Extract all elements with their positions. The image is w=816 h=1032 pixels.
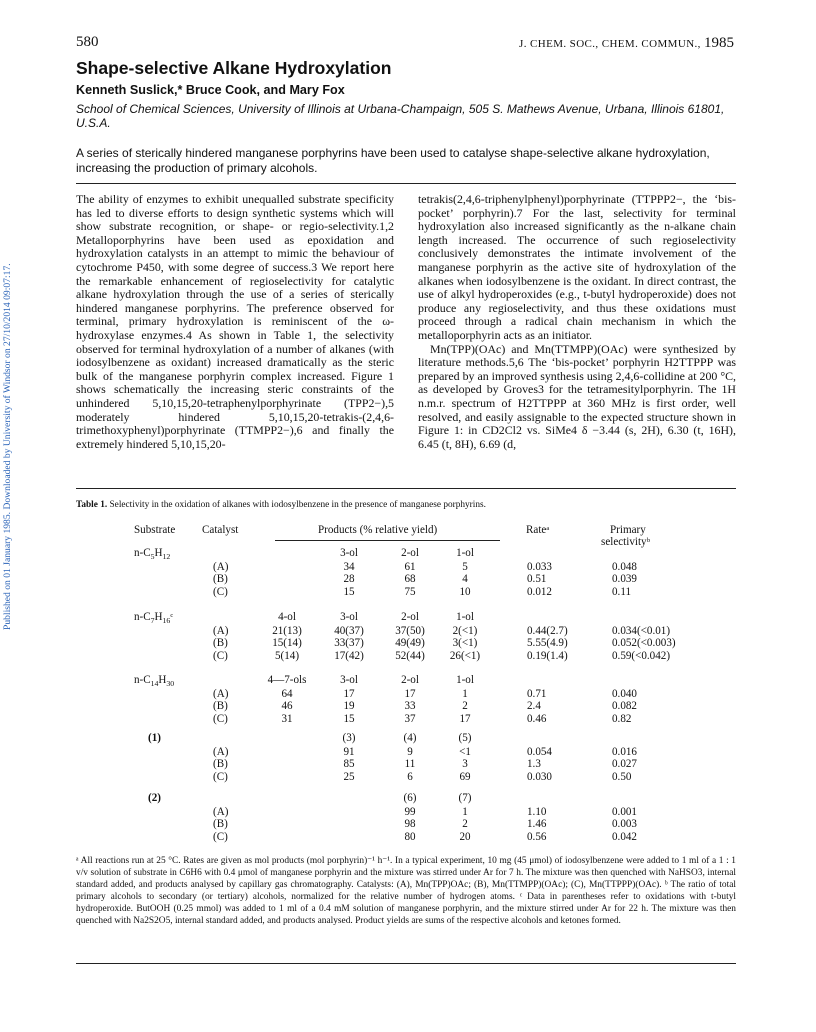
product-column-header: 3-ol bbox=[340, 674, 358, 686]
catalyst-label: (A) bbox=[213, 625, 229, 637]
yield-cell: 69 bbox=[459, 770, 471, 783]
yield-cell: 80 bbox=[404, 830, 416, 843]
rate-cell: 0.19(1.4) bbox=[527, 649, 568, 662]
yield-cell: 98 bbox=[404, 818, 416, 831]
yield-cell: 31 bbox=[281, 712, 293, 725]
product-column-header: 1-ol bbox=[456, 611, 474, 623]
yield-cell: 34 bbox=[343, 561, 355, 573]
selectivity-cell: 0.027 bbox=[612, 758, 637, 771]
yield-cell: 6 bbox=[407, 770, 413, 783]
yield-cell: 91 bbox=[343, 746, 355, 758]
article-affiliation: School of Chemical Sciences, University of Illinois at Urbana-Champaign, 505 S. Mathews Avenue, Urbana, Illinois 61801, U.S.A. bbox=[76, 102, 725, 130]
product-column-header: 4-ol bbox=[278, 611, 296, 623]
yield-cell: 11 bbox=[404, 758, 416, 771]
product-column-header: (4) bbox=[403, 732, 417, 744]
yield-cell: 2 bbox=[462, 700, 468, 713]
rate-cell: 0.56 bbox=[527, 830, 547, 843]
yield-cell: 3(<1) bbox=[452, 637, 478, 650]
rate-cell: 0.033 bbox=[527, 561, 552, 573]
journal-name: J. CHEM. SOC., CHEM. COMMUN., bbox=[519, 38, 701, 50]
rate-cell: 0.46 bbox=[527, 712, 547, 725]
substrate-label: $n-C_{14}H_{30}$ bbox=[134, 674, 175, 689]
yield-cell: 99 bbox=[404, 806, 416, 818]
yield-cell: 15(14) bbox=[272, 637, 302, 650]
journal-year: 1985 bbox=[704, 35, 734, 51]
product-column-header: 4—7-ols bbox=[267, 674, 307, 686]
rate-cell: 0.030 bbox=[527, 770, 552, 783]
table-caption-text: Selectivity in the oxidation of alkanes with iodosylbenzene in the presence of manganese porphyrins. bbox=[109, 500, 486, 510]
product-column-header: 2-ol bbox=[401, 674, 419, 686]
header-products: Products (% relative yield) bbox=[318, 524, 438, 536]
yield-cell: 37(50) bbox=[395, 625, 425, 637]
article-title: Shape-selective Alkane Hydroxylation bbox=[76, 58, 392, 78]
body-paragraph: tetrakis(2,4,6-triphenylphenyl)porphyrinate (TTPPP2−, the ‘bis-pocket’ porphyrin).7 For the last, selectivity for terminal hydroxylation also increased significantly as the n-alkane chain length increased. The occurrence of such regioselectivity conclusively demonstrates the intimate involvement of the manganese porphyrin as the active site of hydroxylation of the alkanes when iodosylbenzene is the oxidant. In direct contrast, the use of alkyl hydroperoxides (e.g., t-butyl hydroperoxide) does not produce any regioselectivity, and thus these oxidations must proceed through a radical chain mechanism in which the metalloporphyrin acts as an initiator. bbox=[418, 192, 736, 342]
catalyst-label: (B) bbox=[213, 700, 228, 713]
selectivity-cell: 0.003 bbox=[612, 818, 637, 831]
selectivity-cell: 0.082 bbox=[612, 700, 637, 713]
rate-cell: 0.054 bbox=[527, 746, 552, 758]
yield-cell: 40(37) bbox=[334, 625, 364, 637]
yield-cell: 49(49) bbox=[395, 637, 425, 650]
yield-cell: 33(37) bbox=[334, 637, 364, 650]
yield-cell: 2(<1) bbox=[452, 625, 478, 637]
header-catalyst: Catalyst bbox=[202, 524, 239, 536]
yield-cell: 64 bbox=[281, 688, 293, 700]
selectivity-cell: 0.11 bbox=[612, 585, 632, 598]
yield-cell: 1 bbox=[462, 688, 468, 700]
yield-cell: 68 bbox=[404, 573, 416, 586]
yield-cell: 17(42) bbox=[334, 649, 364, 662]
catalyst-label: (B) bbox=[213, 758, 228, 771]
catalyst-label: (A) bbox=[213, 806, 229, 818]
yield-cell: 26(<1) bbox=[449, 649, 481, 662]
yield-cell: 17 bbox=[459, 712, 471, 725]
substrate-label: (1) bbox=[148, 732, 161, 744]
table-caption-label: Table 1. bbox=[76, 500, 108, 510]
yield-cell: 21(13) bbox=[272, 625, 302, 637]
product-column-header: (5) bbox=[458, 732, 472, 744]
product-column-header: 3-ol bbox=[340, 611, 358, 623]
substrate-label: $n-C_5H_{12}$ bbox=[134, 547, 171, 562]
body-paragraph: The ability of enzymes to exhibit unequalled substrate specificity has led to diverse efforts to design synthetic systems which will show substrate recognition, or shape- or regio-selectivity.1,2 Metalloporphyrins have been used as epoxidation and hydroxylation catalysts in an attempt to mimic the behaviour of cytochrome P450, with some degree of success.3 We report here the remarkable enhancement of regioselectivity for catalytic alkane hydroxylation through the use of a series of sterically hindered manganese porphyrins. The preference observed for terminal, primary hydroxylation is reminiscent of the ω-hydroxylase enzymes.4 As shown in Table 1, the selectivity observed for terminal hydroxylation of a number of alkanes (with iodosylbenzene as oxidant) increased dramatically as the steric bulk of the manganese porphyrin complex increased. Figure 1 shows schematically the increasing steric constraints of the unhindered 5,10,15,20-tetraphenylporphyrinate (TPP2−),5 moderately hindered 5,10,15,20-tetrakis-(2,4,6-trimethoxyphenyl)porphyrinate (TTMPP2−),6 and finally the extremely hindered 5,10,15,20- bbox=[76, 192, 394, 451]
selectivity-cell: 0.042 bbox=[612, 830, 637, 843]
download-watermark-text: Published on 01 January 1985. Downloaded by University of Windsor on 27/10/2014 09:07:17. bbox=[2, 263, 13, 630]
product-column-header: 3-ol bbox=[340, 547, 358, 559]
rate-cell: 1.3 bbox=[527, 758, 541, 771]
catalyst-label: (C) bbox=[213, 649, 228, 662]
product-column-header: 1-ol bbox=[456, 674, 474, 686]
product-column-header: 2-ol bbox=[401, 547, 419, 559]
selectivity-cell: 0.59(<0.042) bbox=[612, 649, 671, 662]
product-column-header: 2-ol bbox=[401, 611, 419, 623]
yield-cell: 52(44) bbox=[395, 649, 425, 662]
rate-cell: 0.012 bbox=[527, 585, 552, 598]
body-paragraph: Mn(TPP)(OAc) and Mn(TTMPP)(OAc) were synthesized by literature methods.5,6 The ‘bis-pocket’ porphyrin H2TTPPP was prepared by an improved synthesis using 2,4,6-collidine at 200 °C, as developed by Groves3 for the tetramesitylporphyrin. The 1H n.m.r. spectrum of H2TTPPP at 360 MHz is first order, well resolved, and easily assignable to the expected structure shown in Figure 1: in CD2Cl2 vs. SiMe4 δ −3.44 (s, 2H), 6.30 (t, 16H), 6.45 (t, 8H), 6.69 (d, bbox=[418, 341, 736, 451]
products-header-rule bbox=[275, 540, 500, 541]
header-rate: Rateᵃ bbox=[526, 524, 550, 536]
header-primary: Primary bbox=[610, 524, 646, 536]
yield-cell: 75 bbox=[404, 585, 416, 598]
yield-cell: 4 bbox=[462, 573, 468, 586]
catalyst-label: (C) bbox=[213, 712, 228, 725]
product-column-header: (7) bbox=[458, 792, 472, 804]
yield-cell: 15 bbox=[343, 585, 355, 598]
yield-cell: 17 bbox=[404, 688, 416, 700]
yield-cell: 28 bbox=[343, 573, 355, 586]
yield-cell: 10 bbox=[459, 585, 471, 598]
selectivity-cell: 0.82 bbox=[612, 712, 632, 725]
catalyst-label: (B) bbox=[213, 637, 228, 650]
article-abstract: A series of sterically hindered manganese porphyrins have been used to catalyse shape-selective alkane hydroxylation, increasing the production of primary alcohols. bbox=[76, 146, 710, 175]
yield-cell: 1 bbox=[462, 806, 468, 818]
selectivity-cell: 0.001 bbox=[612, 806, 637, 818]
rate-cell: 2.4 bbox=[527, 700, 541, 713]
catalyst-label: (C) bbox=[213, 830, 228, 843]
selectivity-cell: 0.040 bbox=[612, 688, 637, 700]
yield-cell: 33 bbox=[404, 700, 416, 713]
yield-cell: 3 bbox=[462, 758, 468, 771]
yield-cell: 5 bbox=[462, 561, 468, 573]
yield-cell: 61 bbox=[404, 561, 416, 573]
yield-cell: 2 bbox=[462, 818, 468, 831]
article-authors: Kenneth Suslick,* Bruce Cook, and Mary Fox bbox=[76, 83, 345, 97]
catalyst-label: (C) bbox=[213, 770, 228, 783]
catalyst-label: (B) bbox=[213, 573, 228, 586]
yield-cell: 46 bbox=[281, 700, 293, 713]
table-footnote: ᵃ All reactions run at 25 °C. Rates are given as mol products (mol porphyrin)⁻¹ h⁻¹. In a typical experiment, 10 mg (45 μmol) of iodosylbenzene were added to 1 ml of a 1 : 1 v/v solution of substrate in C6H6 with 0.4 μmol of manganese porphyrin and the mixture was stirred under Ar for 7 h. The mixture was then quenched with NaHSO3, internal standard added, and products analysed by capillary gas chromatography. Catalysts: (A), Mn(TPP)OAc; (B), Mn(TTMPP)(OAc); (C), Mn(TTPPP)(OAc). ᵇ The ratio of total primary alcohols to secondary (or tertiary) alcohols, normalized for the relative number of hydrogen atoms. ᶜ Data in parentheses refer to oxidations with t-butyl hydroperoxide. ButOOH (0.25 mmol) was added to 1 ml of a 0.4 mM solution of manganese porphyrin, and the mixture stirred under Ar for 22 h. The mixture was then quenched with Na2S2O5, internal standard added, and products analysed. Product yields are sums of the respective alcohols and ketones formed. bbox=[76, 856, 736, 927]
header-selectivity: selectivityᵇ bbox=[601, 536, 651, 548]
selectivity-cell: 0.016 bbox=[612, 746, 637, 758]
yield-cell: 15 bbox=[343, 712, 355, 725]
table-bottom-rule bbox=[76, 963, 736, 964]
rate-cell: 0.71 bbox=[527, 688, 547, 700]
selectivity-cell: 0.048 bbox=[612, 561, 637, 573]
catalyst-label: (A) bbox=[213, 561, 229, 573]
rate-cell: 0.44(2.7) bbox=[527, 625, 568, 637]
header-substrate: Substrate bbox=[134, 524, 176, 536]
yield-cell: 19 bbox=[343, 700, 355, 713]
selectivity-cell: 0.034(<0.01) bbox=[612, 625, 671, 637]
selectivity-cell: 0.052(<0.003) bbox=[612, 637, 676, 650]
substrate-label: (2) bbox=[148, 792, 161, 804]
yield-cell: 9 bbox=[407, 746, 413, 758]
product-column-header: (3) bbox=[342, 732, 356, 744]
product-column-header: (6) bbox=[403, 792, 417, 804]
rate-cell: 0.51 bbox=[527, 573, 547, 586]
page-number: 580 bbox=[76, 34, 99, 50]
yield-cell: 25 bbox=[343, 770, 355, 783]
rate-cell: 1.10 bbox=[527, 806, 547, 818]
yield-cell: 20 bbox=[459, 830, 471, 843]
substrate-label: $n-C_7H_{16}ᶜ$ bbox=[134, 611, 174, 626]
rate-cell: 5.55(4.9) bbox=[527, 637, 568, 650]
catalyst-label: (A) bbox=[213, 688, 229, 700]
yield-cell: 85 bbox=[343, 758, 355, 771]
yield-cell: 37 bbox=[404, 712, 416, 725]
yield-cell: 5(14) bbox=[274, 649, 300, 662]
product-column-header: 1-ol bbox=[456, 547, 474, 559]
catalyst-label: (B) bbox=[213, 818, 228, 831]
catalyst-label: (C) bbox=[213, 585, 228, 598]
selectivity-cell: 0.039 bbox=[612, 573, 637, 586]
yield-cell: <1 bbox=[459, 746, 471, 758]
catalyst-label: (A) bbox=[213, 746, 229, 758]
yield-cell: 17 bbox=[343, 688, 355, 700]
rate-cell: 1.46 bbox=[527, 818, 547, 831]
selectivity-cell: 0.50 bbox=[612, 770, 632, 783]
